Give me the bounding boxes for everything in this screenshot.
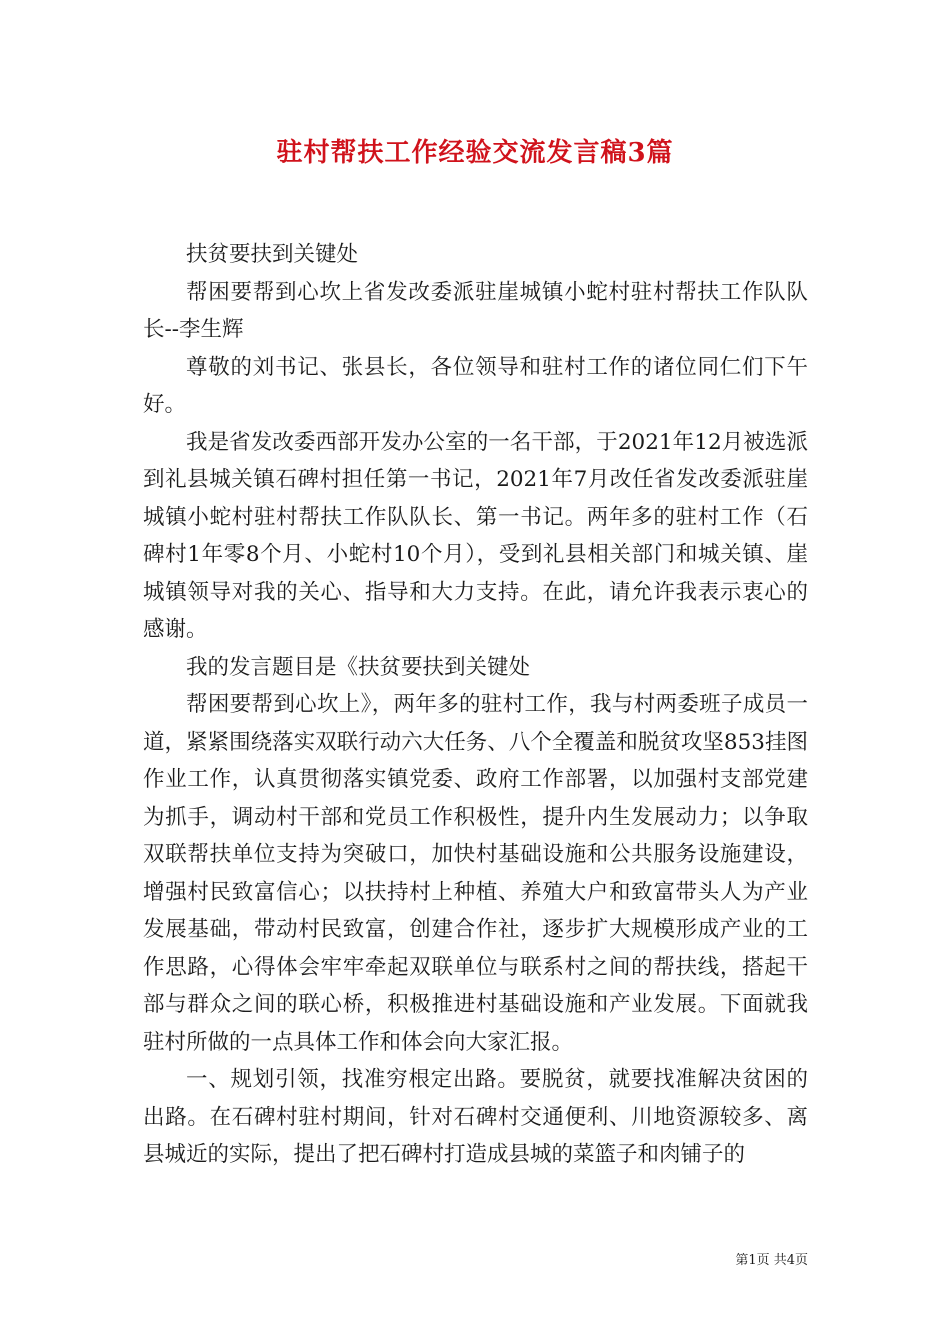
document-body	[143, 236, 808, 1174]
paragraph-heading-1: 扶贫要扶到关键处	[186, 242, 359, 267]
paragraph-greeting: 尊敬的刘书记、张县长，各位领导和驻村工作的诸位同仁们下午好。	[143, 354, 808, 417]
paragraph-topic: 我的发言题目是《扶贫要扶到关键处	[186, 654, 531, 680]
paragraph-summary: 帮困要帮到心坎上》，两年多的驻村工作，我与村两委班子成员一道，紧紧围绕落实双联行动六大任务、八个全覆盖和脱贫攻坚853挂图作业工作，认真贯彻落实镇党委、政府工作部署，以加强村支部党建为抓手，调动村干部和党员工作积极性，提升内生发展动力；以争取双联帮扶单位支持为突破口，加快村基础设施和公共服务设施建设，增强村民致富信心；以扶持村上种植、养殖大户和致富带头人为产业发展基础，带动村民致富，创建合作社，逐步扩大规模形成产业的工作思路，心得体会牢牢牵起双联单位与联系村之间的帮扶线，搭起干部与群众之间的联心桥，积极推进村基础设施和产业发展。下面就我驻村所做的一点具体工作和体会向大家汇报。	[143, 692, 808, 1055]
page-number: 第1页 共4页	[735, 1253, 808, 1268]
paragraph-section-1: 一、规划引领，找准穷根定出路。要脱贫，就要找准解决贫困的出路。在石碑村驻村期间，针对石碑村交通便利、川地资源较多、离县城近的实际，提出了把石碑村打造成县城的菜篮子和肉铺子的	[143, 1067, 808, 1167]
paragraph-intro: 我是省发改委西部开发办公室的一名干部，于2021年12月被选派到礼县城关镇石碑村担任第一书记，2021年7月改任省发改委派驻崖城镇小蛇村驻村帮扶工作队队长、第一书记。两年多的驻村工作（石碑村1年零8个月、小蛇村10个月），受到礼县相关部门和城关镇、崖城镇领导对我的关心、指导和大力支持。在此，请允许我表示衷心的感谢。	[143, 429, 808, 642]
paragraph-speaker: 帮困要帮到心坎上省发改委派驻崖城镇小蛇村驻村帮扶工作队队长--李生辉	[143, 279, 808, 342]
document-title: 驻村帮扶工作经验交流发言稿3篇	[276, 138, 674, 168]
